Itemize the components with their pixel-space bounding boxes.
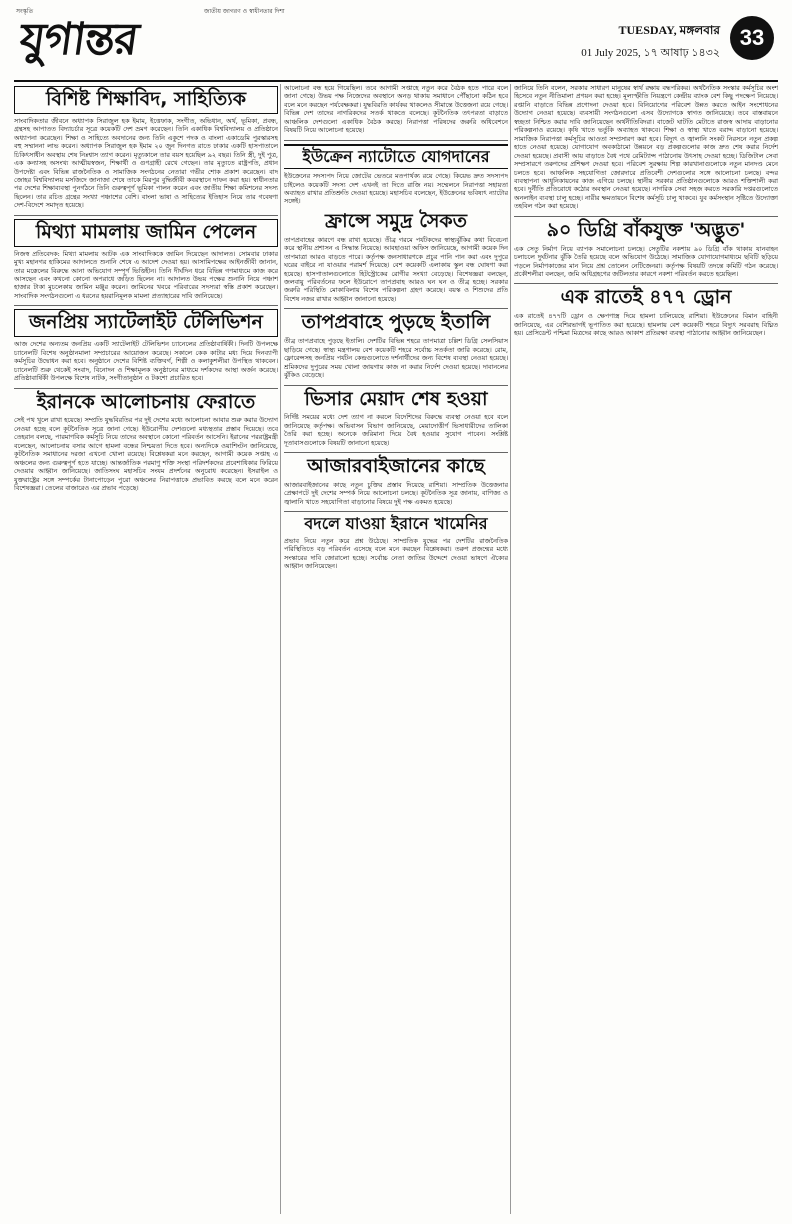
story-iran-talks bbox=[14, 392, 278, 493]
headline: বদলে যাওয়া ইরানে খামেনির bbox=[304, 514, 488, 534]
story-body: জানিয়ে তিনি বলেন, সরকার সাধারণ মানুষের স্বার্থ রক্ষায় বদ্ধপরিকর। অর্থনৈতিক সংস্কার কর্মসূচির অংশ হিসেবে নতুন নীতিমালা প্রণয়ন করা হচ্ছে। মূল্যস্ফীতি নিয়ন্ত্রণে কেন্দ্রীয় ব্যাংক বেশ কিছু পদক্ষেপ নিয়েছে। রপ্তানি বাড়াতে বিভিন্ন প্রণোদনা দেওয়া হবে। বিনিয়োগের পরিবেশ উন্নত করতে আইন সংশোধনের উদ্যোগ নেওয়া হয়েছে। ব্যবসায়ী সংগঠনগুলো এসব উদ্যোগকে স্বাগত জানিয়েছে। তবে বাস্তবায়নে স্বচ্ছতা নিশ্চিত করার দাবি জানিয়েছেন অর্থনীতিবিদরা। বাজেট ঘাটতি মেটাতে রাজস্ব আদায় বাড়ানোর পরিকল্পনাও রয়েছে। কৃষি খাতে ভর্তুকি অব্যাহত থাকবে। শিক্ষা ও স্বাস্থ্য খাতে বরাদ্দ বাড়ানো হয়েছে। সামাজিক নিরাপত্তা কর্মসূচির আওতা সম্প্রসারণ করা হবে। বিদ্যুৎ ও জ্বালানি সংকট নিরসনে নতুন প্রকল্প হাতে নেওয়া হয়েছে। যোগাযোগ অবকাঠামো উন্নয়নে বড় প্রকল্পগুলোর কাজ দ্রুত শেষ করার নির্দেশ দেওয়া হয়েছে। প্রবাসী আয় বাড়াতে বৈধ পথে রেমিট্যান্স পাঠানোয় উৎসাহ দেওয়া হচ্ছে। ডিজিটাল সেবা সম্প্রসারণে তরুণদের প্রশিক্ষণ দেওয়া হবে। পরিবেশ সুরক্ষায় শিল্প কারখানাগুলোকে নতুন মানদণ্ড মেনে চলতে হবে। আঞ্চলিক সহযোগিতা জোরদারে প্রতিবেশী দেশগুলোর সঙ্গে আলোচনা চলছে। বন্দর ব্যবস্থাপনা আধুনিকায়নের কাজ এগিয়ে চলছে। স্থানীয় সরকার প্রতিষ্ঠানগুলোকে আরও শক্তিশালী করা হবে। দুর্নীতি প্রতিরোধে কঠোর অবস্থান নেওয়া হয়েছে। নাগরিক সেবা সহজ করতে সরকারি দপ্তরগুলোতে অনলাইন ব্যবস্থা চালু হচ্ছে। নারীর ক্ষমতায়নে বিশেষ কর্মসূচি চালু থাকবে। যুব কর্মসংস্থান সৃষ্টিতে উদ্যোক্তা তহবিল গঠন করা হয়েছে। bbox=[514, 84, 778, 211]
story-body: আলোচনা বন্ধ হয়ে গিয়েছিল। তবে আগামী সপ্তাহে নতুন করে বৈঠক হতে পারে বলে জানা গেছে। উভয় পক্ষ নিজেদের অবস্থানে অনড় থাকায় সমাধানে পৌঁছানো কঠিন হবে বলে মনে করছেন পর্যবেক্ষকরা। যুদ্ধবিরতি কার্যকর থাকলেও সীমান্তে উত্তেজনা রয়ে গেছে। বিভিন্ন দেশ তাদের নাগরিকদের সতর্ক থাকতে বলেছে। কূটনৈতিক তৎপরতা বাড়াতে আঞ্চলিক দেশগুলো একাধিক বৈঠক করছে। নিরাপত্তা পরিষদের জরুরি অধিবেশনে বিষয়টি নিয়ে আলোচনা হয়েছে। bbox=[284, 84, 508, 135]
story-body: ইউক্রেনের সদস্যপদ নিয়ে জোটের ভেতরে মতপার্থক্য রয়ে গেছে। কিয়েভ দ্রুত সদস্যপদ চাইলেও কয়েকটি সদস্য দেশ এখনই তা দিতে রাজি নয়। সম্মেলনে নিরাপত্তা সহায়তা অব্যাহত রাখার প্রতিশ্রুতি দেওয়া হয়েছে। মহাসচিব বলেছেন, ইউক্রেনের ভবিষ্যৎ ন্যাটোর সঙ্গেই। bbox=[284, 172, 508, 206]
headline: ইউক্রেন ন্যাটোতে যোগদানের bbox=[284, 144, 508, 169]
story-477-drones bbox=[514, 287, 778, 337]
story-body: তীব্র তাপপ্রবাহে পুড়ছে ইতালি। দেশটির বিভিন্ন শহরে তাপমাত্রা চল্লিশ ডিগ্রি সেলসিয়াস ছাড়িয়ে গেছে। স্বাস্থ্য মন্ত্রণালয় বেশ কয়েকটি শহরে সর্বোচ্চ সতর্কতা জারি করেছে। রোম, ফ্লোরেন্সসহ জনপ্রিয় পর্যটন কেন্দ্রগুলোতে দর্শনার্থীদের জন্য বিশেষ ব্যবস্থা নেওয়া হয়েছে। শ্রমিকদের দুপুরের সময় খোলা জায়গায় কাজ না করার নির্দেশ দেওয়া হয়েছে। দাবানলের ঝুঁকিও বেড়েছে। bbox=[284, 337, 508, 380]
story-body: সাংবাদিকতার জীবনে অধ্যাপক সিরাজুল হক ইমাম, ইত্তেফাক, সংগীত, অভিধান, অর্থ, ভূমিকা, প্রবন্ধ, গ্রন্থসহ আপাতত বিদ্যাচর্চার সূত্রে কয়েকটি দেশ ভ্রমণ করেছেন। তিনি একাধিক বিশ্ববিদ্যালয় ও প্রতিষ্ঠানে অধ্যাপনা করেছেন। শিক্ষা ও সাহিত্যে অবদানের জন্য তিনি একুশে পদক ও বাংলা একাডেমি পুরস্কারসহ বহু সম্মাননা লাভ করেন। অধ্যাপক সিরাজুল হক ইমাম ২০ জুন দিনগত রাতে ঢাকার একটি হাসপাতালে চিকিৎসাধীন অবস্থায় শেষ নিঃশ্বাস ত্যাগ করেন। মৃত্যুকালে তার বয়স হয়েছিল ৯২ বছর। তিনি স্ত্রী, দুই পুত্র, এক কন্যাসহ অসংখ্য আত্মীয়স্বজন, শিক্ষার্থী ও গুণগ্রাহী রেখে গেছেন। তার মৃত্যুতে রাষ্ট্রপতি, প্রধান উপদেষ্টা এবং বিভিন্ন রাজনৈতিক ও সামাজিক সংগঠনের নেতারা গভীর শোক প্রকাশ করেছেন। বাদ জোহর বিশ্ববিদ্যালয় মসজিদে জানাজা শেষে তাকে মিরপুর বুদ্ধিজীবী কবরস্থানে দাফন করা হয়। স্বাধীনতার পর দেশের শিক্ষাব্যবস্থা পুনর্গঠনে তিনি গুরুত্বপূর্ণ ভূমিকা পালন করেন এবং জাতীয় শিক্ষা কমিশনের সদস্য ছিলেন। তার রচিত গ্রন্থের সংখ্যা পঞ্চাশের বেশি। বাংলা ভাষা ও সাহিত্যের ইতিহাস নিয়ে তার গবেষণা দেশ-বিদেশে সমাদৃত হয়েছে। bbox=[14, 116, 278, 210]
masthead-tag-left: সংস্কৃতি bbox=[16, 8, 34, 15]
column-1 bbox=[14, 84, 278, 1216]
story-ukraine-nato bbox=[284, 144, 508, 206]
story-bridge-90-degree bbox=[514, 220, 778, 279]
newspaper-logo: যুগান্তর bbox=[16, 14, 142, 65]
story-body: নির্দিষ্ট সময়ের মধ্যে দেশ ত্যাগ না করলে বিদেশিদের বিরুদ্ধে ব্যবস্থা নেওয়া হবে বলে জানিয়েছে কর্তৃপক্ষ। অভিবাসন বিভাগ জানিয়েছে, মেয়াদোত্তীর্ণ ভিসাধারীদের তালিকা তৈরি করা হচ্ছে। অনেকে জরিমানা দিয়ে বৈধ হওয়ার সুযোগ পাবেন। সংশ্লিষ্ট দূতাবাসগুলোকে বিষয়টি জানানো হয়েছে। bbox=[284, 413, 508, 447]
headline: বিশিষ্ট শিক্ষাবিদ, সাহিত্যিক bbox=[14, 86, 278, 114]
story-bail bbox=[14, 219, 278, 301]
headline: মিথ্যা মামলায় জামিন পেলেন bbox=[14, 219, 278, 247]
column-divider bbox=[280, 84, 281, 1214]
story-satellite-tv bbox=[14, 309, 278, 382]
headline: এক রাতেই ৪৭৭ ড্রোন bbox=[560, 286, 732, 309]
story-continued bbox=[514, 84, 778, 211]
story-body: এক সেতু নির্মাণ নিয়ে ব্যাপক সমালোচনা চলছে। সেতুটির নকশায় ৯০ ডিগ্রি বাঁক থাকায় যানবাহন চলাচলে দুর্ঘটনার ঝুঁকি তৈরি হয়েছে বলে অভিযোগ উঠেছে। সামাজিক যোগাযোগমাধ্যমে ছবিটি ছড়িয়ে পড়লে নির্মাণকাজের মান নিয়ে প্রশ্ন তোলেন নেটিজেনরা। কর্তৃপক্ষ বিষয়টি তদন্তে কমিটি গঠন করেছে। প্রকৌশলীরা বলছেন, জমি অধিগ্রহণের জটিলতার কারণে নকশা পরিবর্তন করতে হয়েছিল। bbox=[514, 244, 778, 278]
headline: আজারবাইজানের কাছে bbox=[307, 455, 485, 478]
date-line: 01 July 2025, ১৭ আষাঢ় ১৪৩২ bbox=[581, 47, 720, 59]
story-body: তাপপ্রবাহের কারণে বন্ধ রাখা হয়েছে। তীব্র গরমে পর্যটকদের স্বাস্থ্যঝুঁকির কথা বিবেচনা করে স্থানীয় প্রশাসন এ সিদ্ধান্ত নিয়েছে। আবহাওয়া অফিস জানিয়েছে, আগামী কয়েক দিন তাপমাত্রা আরও বাড়তে পারে। কর্তৃপক্ষ জনসাধারণকে প্রচুর পানি পান করা এবং দুপুরে ঘরের বাইরে না যাওয়ার পরামর্শ দিয়েছে। বেশ কয়েকটি এলাকায় স্কুল বন্ধ ঘোষণা করা হয়েছে। হাসপাতালগুলোতে হিটস্ট্রোকের রোগীর সংখ্যা বেড়েছে। বিশেষজ্ঞরা বলছেন, জলবায়ু পরিবর্তনের ফলে ইউরোপে তাপপ্রবাহ আরও ঘন ঘন ও তীব্র হচ্ছে। সরকার জরুরি পরিস্থিতি মোকাবিলায় বিশেষ পরিকল্পনা গ্রহণ করেছে। বয়স্ক ও শিশুদের প্রতি বিশেষ নজর রাখার আহ্বান জানানো হয়েছে। bbox=[284, 235, 508, 303]
story-khamenei bbox=[284, 515, 508, 570]
issue-date bbox=[581, 22, 720, 63]
story-body: আজারবাইজানের কাছে নতুন চুক্তির প্রস্তাব দিয়েছে রাশিয়া। সাম্প্রতিক উত্তেজনার প্রেক্ষাপটে দুই দেশের সম্পর্ক নিয়ে আলোচনা চলছে। কূটনৈতিক সূত্র জানায়, বাণিজ্য ও জ্বালানি খাতে সহযোগিতা বাড়ানোর বিষয়ে দুই পক্ষ একমত হয়েছে। bbox=[284, 481, 508, 506]
page-number: 33 bbox=[730, 16, 774, 60]
story-italy-heat bbox=[284, 312, 508, 379]
story-body: সেই পথ খুলে রাখা হয়েছে। সম্প্রতি যুদ্ধবিরতির পর দুই দেশের মধ্যে আলোচনা আবার শুরু করার উদ্যোগ নেওয়া হচ্ছে বলে কূটনৈতিক সূত্রে জানা গেছে। ইউরোপীয় দেশগুলো মধ্যস্থতার প্রস্তাব দিয়েছে। তবে তেহরান বলছে, পারমাণবিক কর্মসূচি নিয়ে তাদের অবস্থানে কোনো পরিবর্তন আসেনি। ইরানের পররাষ্ট্রমন্ত্রী বলেছেন, আলোচনায় বসার আগে হামলা বন্ধের নিশ্চয়তা দিতে হবে। অন্যদিকে ওয়াশিংটন জানিয়েছে, কূটনৈতিক সমাধানের দরজা এখনো খোলা রয়েছে। বিশ্লেষকরা মনে করছেন, আগামী কয়েক সপ্তাহ এ অঞ্চলের জন্য গুরুত্বপূর্ণ হতে যাচ্ছে। আন্তর্জাতিক পরমাণু শক্তি সংস্থা পরিদর্শকদের প্রবেশাধিকার ফিরিয়ে দেওয়ার আহ্বান জানিয়েছে। জাতিসংঘ মহাসচিব সংযম প্রদর্শনের অনুরোধ করেছেন। ইসরাইল ও যুক্তরাষ্ট্রের সঙ্গে সম্পর্কের টানাপোড়েন পুরো অঞ্চলের নিরাপত্তাকে প্রভাবিত করছে বলে মনে করেন বিশেষজ্ঞরা। তেলের বাজারেও এর প্রভাব পড়েছে। bbox=[14, 416, 278, 492]
headline: ইরানকে আলোচনায় ফেরাতে bbox=[36, 390, 256, 413]
day-english: TUESDAY, bbox=[618, 23, 677, 37]
story-visa-expiry bbox=[284, 389, 508, 448]
column-3 bbox=[514, 84, 778, 1216]
masthead-tag-center: জাতীয় জাগরণ ও স্বাধীনতার দিশা bbox=[204, 8, 285, 15]
masthead bbox=[14, 6, 778, 82]
column-2 bbox=[284, 84, 508, 1216]
headline: তাপপ্রবাহে পুড়ছে ইতালি bbox=[301, 311, 491, 334]
story-body: নিজস্ব প্রতিবেদক: মিথ্যা মামলায় আটক এক সাংবাদিককে জামিন দিয়েছেন আদালত। সোমবার ঢাকার মুখ্য মহানগর হাকিমের আদালতে শুনানি শেষে এ আদেশ দেওয়া হয়। আসামিপক্ষের আইনজীবী জানান, তার মক্কেলের বিরুদ্ধে আনা অভিযোগ সম্পূর্ণ ভিত্তিহীন। তিনি দীর্ঘদিন ধরে বিভিন্ন গণমাধ্যমে কাজ করে আসছেন এবং কখনো কোনো অপরাধে জড়িত ছিলেন না। আদালত উভয় পক্ষের শুনানি নিয়ে পঞ্চাশ হাজার টাকা মুচলেকায় জামিন মঞ্জুর করেন। জামিনের খবরে পরিবারের সদস্যরা স্বস্তি প্রকাশ করেছেন। সাংবাদিক সংগঠনগুলো এ ধরনের হয়রানিমূলক মামলা প্রত্যাহারের দাবি জানিয়েছে। bbox=[14, 249, 278, 300]
story-body: এক রাতেই ৪৭৭টি ড্রোন ও ক্ষেপণাস্ত্র দিয়ে হামলা চালিয়েছে রাশিয়া। ইউক্রেনের বিমান বাহিনী জানিয়েছে, এর বেশিরভাগই ভূপাতিত করা হয়েছে। হামলায় বেশ কয়েকটি শহরে বিদ্যুৎ সরবরাহ বিঘ্নিত হয়। প্রেসিডেন্ট পশ্চিমা মিত্রদের কাছে আরও আকাশ প্রতিরক্ষা ব্যবস্থা পাঠানোর আহ্বান জানিয়েছেন। bbox=[514, 312, 778, 338]
story-body: আজ দেশের অন্যতম জনপ্রিয় একটি স্যাটেলাইট টেলিভিশন চ্যানেলের প্রতিষ্ঠাবার্ষিকী। দিনটি উপলক্ষে চ্যানেলটি বিশেষ অনুষ্ঠানমালা সম্প্রচারের আয়োজন করেছে। সকালে কেক কাটার মধ্য দিয়ে দিনব্যাপী কর্মসূচির উদ্বোধন করা হবে। অনুষ্ঠানে দেশের বিশিষ্ট ব্যক্তিবর্গ, শিল্পী ও কলাকুশলীরা উপস্থিত থাকবেন। চ্যানেলটি শুরু থেকেই সংবাদ, বিনোদন ও শিক্ষামূলক অনুষ্ঠানের মাধ্যমে দর্শকদের আস্থা অর্জন করেছে। প্রতিষ্ঠাবার্ষিকী উপলক্ষে বিশেষ নাটক, সংগীতানুষ্ঠান ও টকশো প্রচারিত হবে। bbox=[14, 340, 278, 383]
headline: ফ্রান্সে সমুদ্র সৈকত bbox=[325, 209, 467, 232]
story-france-beach bbox=[284, 211, 508, 303]
story-continued bbox=[284, 84, 508, 135]
headline: ৯০ ডিগ্রি বাঁকযুক্ত 'অদ্ভুত' bbox=[546, 218, 746, 241]
headline: ভিসার মেয়াদ শেষ হওয়া bbox=[304, 387, 488, 410]
story-scholar-obituary bbox=[14, 86, 278, 210]
story-azerbaijan bbox=[284, 456, 508, 506]
column-divider bbox=[510, 84, 511, 1214]
day-bangla: মঙ্গলবার bbox=[679, 23, 720, 37]
headline: জনপ্রিয় স্যাটেলাইট টেলিভিশন bbox=[14, 309, 278, 337]
story-body: প্রভাব নিয়ে নতুন করে প্রশ্ন উঠেছে। সাম্প্রতিক যুদ্ধের পর দেশটির রাজনৈতিক পরিস্থিতিতে বড় পরিবর্তন এসেছে বলে মনে করছেন বিশ্লেষকরা। তরুণ প্রজন্মের মধ্যে সংস্কারের দাবি জোরালো হচ্ছে। সর্বোচ্চ নেতা জাতির উদ্দেশে দেওয়া ভাষণে ঐক্যের আহ্বান জানিয়েছেন। bbox=[284, 536, 508, 571]
